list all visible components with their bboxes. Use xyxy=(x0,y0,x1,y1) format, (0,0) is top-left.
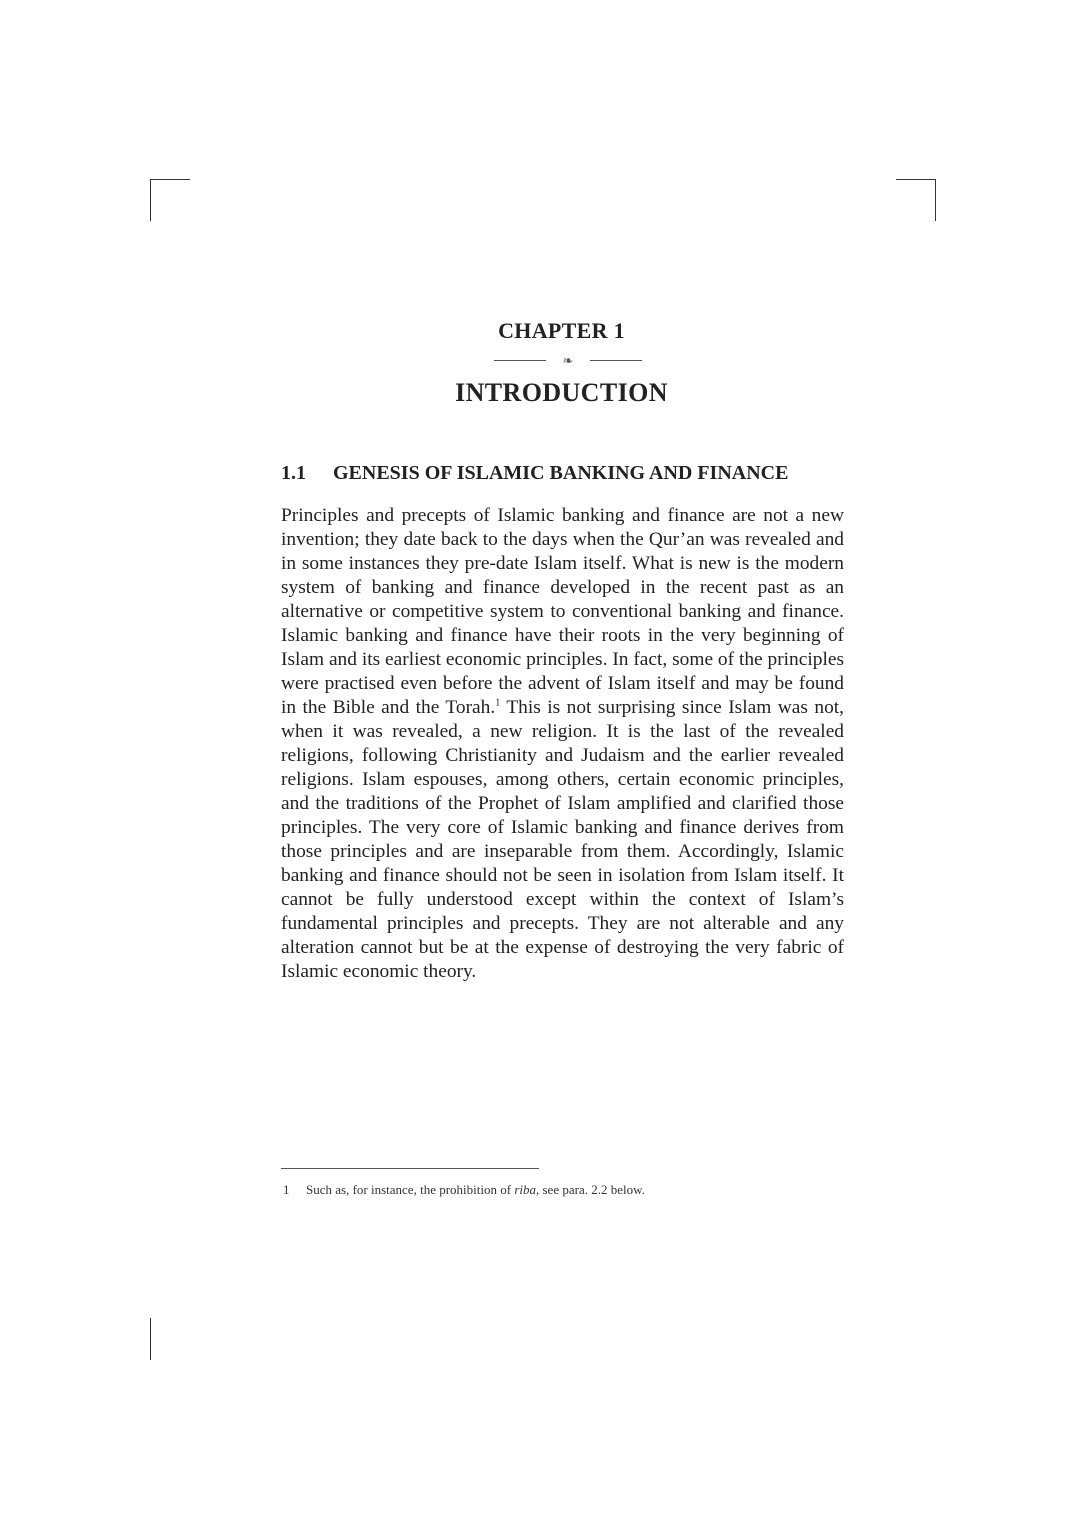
crop-mark-top-left-vertical xyxy=(150,179,151,221)
crop-mark-top-left-horizontal xyxy=(150,179,190,180)
crop-mark-bottom-left-vertical xyxy=(150,1318,151,1360)
section-heading xyxy=(281,462,846,485)
footnote-term: riba xyxy=(514,1182,536,1197)
body-text-part-2: This is not surprising since Islam was not, when it was revealed, a new religion. It is the last of the revealed religions, following Christianity and Judaism and the earlier revealed religions. Islam espouses, among others, certain economic principles, and the traditions of the Prophet of Islam amplified and clarified those principles. The very core of Islamic banking and finance derives from those principles and are inseparable from them. Accordingly, Islamic banking and finance should not be seen in isolation from Islam itself. It cannot be fully understood except within the context of Islam’s fundamental principles and precepts. They are not alterable and any alteration cannot but be at the expense of destroying the very fabric of Islamic economic theory. xyxy=(281,697,844,982)
body-paragraph xyxy=(281,504,844,984)
body-text-part-1: Principles and precepts of Islamic banking and finance are not a new invention; they date back to the days when the Qur’an was revealed and in some instances they pre-date Islam itself. What is new is the modern system of banking and finance developed in the recent past as an alternative or competitive system to conventional banking and finance. Islamic banking and finance have their roots in the very beginning of Islam and its earliest economic principles. In fact, some of the principles were practised even before the advent of Islam itself and may be found in the Bible and the Torah. xyxy=(281,505,844,718)
crop-mark-top-right-vertical xyxy=(935,179,936,221)
chapter-title: INTRODUCTION xyxy=(455,378,668,407)
section-title: GENESIS OF ISLAMIC BANKING AND FINANCE xyxy=(333,462,789,484)
flourish-icon: ❧ xyxy=(562,352,574,368)
chapter-ornament xyxy=(494,352,642,368)
ornament-rule-left xyxy=(494,360,546,361)
section-number: 1.1 xyxy=(281,462,306,484)
footnote-number: 1 xyxy=(283,1182,290,1197)
footnote-text-after: , see para. 2.2 below. xyxy=(536,1182,645,1197)
footnote-text-before: Such as, for instance, the prohibition of xyxy=(306,1182,515,1197)
crop-mark-top-right-horizontal xyxy=(896,179,936,180)
footnote-reference[interactable]: 1 xyxy=(495,697,501,709)
chapter-label: CHAPTER 1 xyxy=(498,318,625,343)
footnote xyxy=(283,1181,843,1199)
ornament-rule-right xyxy=(590,360,642,361)
footnote-separator xyxy=(281,1168,539,1169)
